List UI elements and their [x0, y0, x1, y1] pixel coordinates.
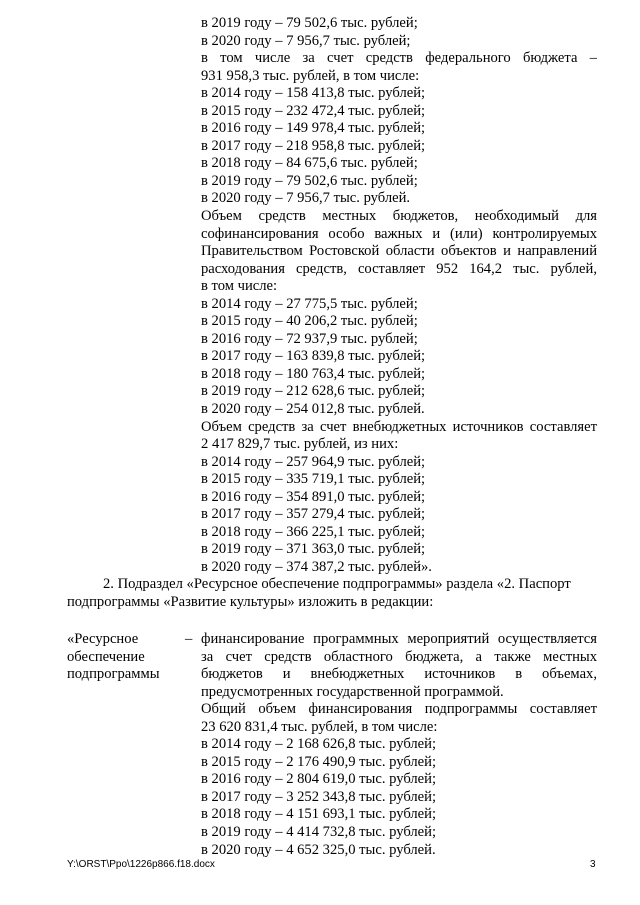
- text-line: 931 958,3 тыс. рублей, в том числе:: [201, 67, 420, 84]
- text-line: в 2017 году – 357 279,4 тыс. рублей;: [201, 506, 426, 523]
- table-label-cell: [67, 631, 187, 684]
- text-line: в 2020 году – 4 652 325,0 тыс. рублей.: [201, 841, 436, 858]
- text-line: в 2016 году – 72 937,9 тыс. рублей;: [201, 330, 418, 347]
- text-line: в 2018 году – 84 675,6 тыс. рублей;: [201, 155, 418, 172]
- footer-file-path: Y:\ORST\Ppo\1226p866.f18.docx: [67, 859, 215, 870]
- amendment-paragraph: [67, 576, 597, 611]
- text-line: в 2020 году – 7 956,7 тыс. рублей.: [201, 190, 411, 207]
- funding-text-block: [201, 15, 597, 577]
- text-line: 2 417 829,7 тыс. рублей, из них:: [201, 436, 399, 453]
- text-line: в 2019 году – 371 363,0 тыс. рублей;: [201, 541, 426, 558]
- text-line: в 2019 году – 79 502,6 тыс. рублей;: [201, 172, 418, 189]
- text-line: предусмотренных государственной программой.: [201, 683, 504, 700]
- text-line: в 2014 году – 2 168 626,8 тыс. рублей;: [201, 736, 437, 753]
- text-line: в 2017 году – 163 839,8 тыс. рублей;: [201, 348, 426, 365]
- text-line: в 2017 году – 218 958,8 тыс. рублей;: [201, 137, 426, 154]
- text-line: в 2015 году – 232 472,4 тыс. рублей;: [201, 102, 426, 119]
- text-line: за счет средств областного бюджета, а также местных: [201, 648, 597, 665]
- label-line: «Ресурсное: [67, 631, 139, 647]
- table-dash: [185, 631, 197, 649]
- text-line: в 2014 году – 158 413,8 тыс. рублей;: [201, 85, 426, 102]
- text-line: в 2018 году – 366 225,1 тыс. рублей;: [201, 523, 426, 540]
- label-line: подпрограммы: [67, 666, 160, 683]
- text-line: в 2020 году – 374 387,2 тыс. рублей».: [201, 558, 432, 575]
- text-line: в том числе за счет средств федерального бюджета –: [201, 50, 597, 67]
- text-line: 23 620 831,4 тыс. рублей, в том числе:: [201, 718, 438, 735]
- text-line: в 2018 году – 4 151 693,1 тыс. рублей;: [201, 806, 437, 823]
- text-line: в 2014 году – 27 775,5 тыс. рублей;: [201, 295, 418, 312]
- table-value-cell: [201, 631, 597, 859]
- amendment-line-1: 2. Подраздел «Ресурсное обеспечение подпрограммы» раздела «2. Паспорт: [103, 576, 571, 592]
- text-line: в 2016 году – 149 978,4 тыс. рублей;: [201, 120, 426, 137]
- text-line: Общий объем финансирования подпрограммы составляет: [201, 701, 597, 718]
- dash-glyph: –: [185, 631, 193, 647]
- text-line: в 2017 году – 3 252 343,8 тыс. рублей;: [201, 788, 437, 805]
- text-line: в 2019 году – 79 502,6 тыс. рублей;: [201, 15, 418, 31]
- text-line: в 2016 году – 354 891,0 тыс. рублей;: [201, 488, 426, 505]
- text-line: бюджетов и внебюджетных источников в объемах,: [201, 666, 597, 683]
- text-line: финансирование программных мероприятий осуществляется: [201, 631, 597, 647]
- text-line: в 2015 году – 335 719,1 тыс. рублей;: [201, 471, 426, 488]
- amendment-line-2: подпрограммы «Развитие культуры» изложить в редакции:: [67, 593, 434, 610]
- text-line: в 2020 году – 7 956,7 тыс. рублей;: [201, 32, 411, 49]
- text-line: в 2018 году – 180 763,4 тыс. рублей;: [201, 365, 426, 382]
- footer-page-number: 3: [590, 859, 596, 870]
- text-line: Правительством Ростовской области объектов и направлений: [201, 243, 597, 260]
- text-line: в 2015 году – 40 206,2 тыс. рублей;: [201, 313, 418, 330]
- text-line: Объем средств за счет внебюджетных источников составляет: [201, 418, 597, 435]
- text-line: в 2015 году – 2 176 490,9 тыс. рублей;: [201, 753, 437, 770]
- text-line: в 2019 году – 4 414 732,8 тыс. рублей;: [201, 824, 437, 841]
- text-line: в том числе:: [201, 278, 278, 295]
- text-line: в 2014 году – 257 964,9 тыс. рублей;: [201, 453, 426, 470]
- text-line: Объем средств местных бюджетов, необходимый для: [201, 208, 597, 225]
- text-line: расходования средств, составляет 952 164,2 тыс. рублей,: [201, 260, 597, 277]
- text-line: в 2016 году – 2 804 619,0 тыс. рублей;: [201, 771, 437, 788]
- text-line: в 2020 году – 254 012,8 тыс. рублей.: [201, 401, 425, 418]
- text-line: в 2019 году – 212 628,6 тыс. рублей;: [201, 383, 426, 400]
- label-line: обеспечение: [67, 648, 145, 665]
- text-line: софинансирования особо важных и (или) контролируемых: [201, 225, 597, 242]
